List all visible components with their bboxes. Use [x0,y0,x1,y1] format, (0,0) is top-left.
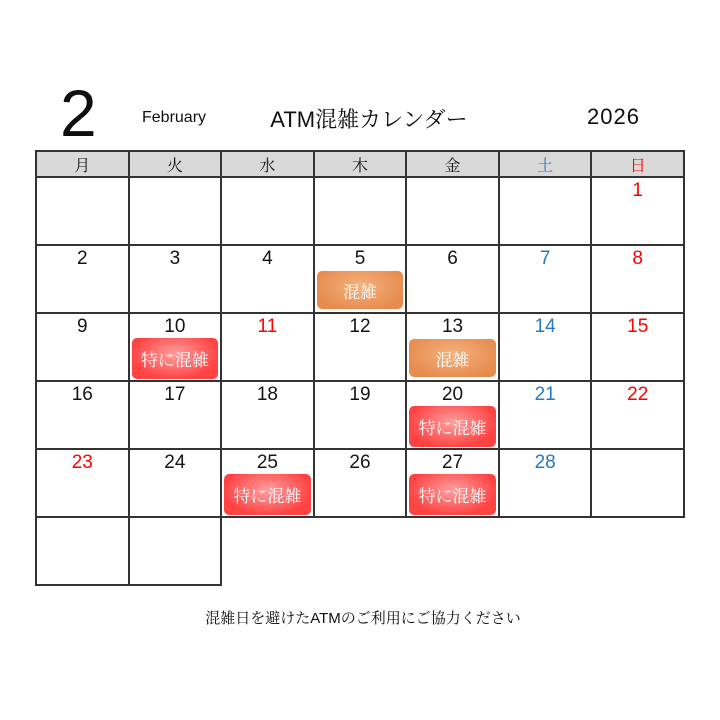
day-cell-11 [222,314,315,382]
day-number: 26 [349,452,371,473]
weekday-header-2: 水 [222,152,315,178]
day-number: 1 [632,180,643,201]
day-cell-6 [407,246,500,314]
weekday-header-5: 土 [500,152,593,178]
day-cell-18 [222,382,315,450]
day-number: 21 [534,384,556,405]
day-cell-23 [37,450,130,518]
day-cell-26 [315,450,408,518]
calendar-grid [35,150,685,586]
hidden-cell [500,518,593,586]
hidden-cell [315,518,408,586]
day-cell-28 [500,450,593,518]
day-number: 22 [627,384,649,405]
day-number: 27 [441,452,464,473]
day-cell-15 [592,314,685,382]
empty-cell [592,450,685,518]
day-cell-16 [37,382,130,450]
weekday-header-0: 月 [37,152,130,178]
very-busy-badge: 特に混雑 [224,474,311,515]
day-number: 25 [256,452,278,473]
busy-badge: 混雑 [317,271,404,309]
empty-cell [315,178,408,246]
day-number: 3 [169,248,181,269]
year-label: 2026 [587,104,640,129]
empty-cell [130,178,223,246]
day-cell-10 [130,314,223,382]
hidden-cell [222,518,315,586]
day-number: 19 [349,384,371,405]
day-number: 9 [76,316,88,337]
day-cell-25 [222,450,315,518]
day-number: 28 [534,452,556,473]
day-cell-14 [500,314,593,382]
day-number: 5 [354,248,366,269]
day-number: 15 [627,316,649,337]
day-cell-5 [315,246,408,314]
day-number: 8 [632,248,643,269]
footer-note: 混雑日を避けたATMのご利用にご協力ください [205,610,521,627]
day-number: 20 [441,384,464,405]
weekday-header-1: 火 [130,152,223,178]
day-cell-8 [592,246,685,314]
empty-cell [500,178,593,246]
day-number: 13 [441,316,464,337]
day-cell-24 [130,450,223,518]
weekday-header-3: 木 [315,152,408,178]
empty-cell [37,518,130,586]
hidden-cell [592,518,685,586]
day-cell-19 [315,382,408,450]
day-number: 10 [164,316,186,337]
day-number: 24 [164,452,186,473]
day-number: 18 [256,384,278,405]
day-cell-20 [407,382,500,450]
day-number: 14 [534,316,556,337]
very-busy-badge: 特に混雑 [132,338,219,379]
busy-badge: 混雑 [409,339,496,377]
day-cell-4 [222,246,315,314]
empty-cell [222,178,315,246]
day-number: 17 [164,384,186,405]
very-busy-badge: 特に混雑 [409,406,496,447]
day-cell-22 [592,382,685,450]
weekday-header-4: 金 [407,152,500,178]
day-cell-1 [592,178,685,246]
day-number: 16 [71,384,93,405]
month-number: 2 [60,76,97,150]
month-name: February [142,109,207,126]
day-cell-13 [407,314,500,382]
very-busy-badge: 特に混雑 [409,474,496,515]
day-number: 12 [349,316,371,337]
hidden-cell [407,518,500,586]
day-cell-27 [407,450,500,518]
empty-cell [407,178,500,246]
day-number: 4 [262,248,273,269]
day-cell-12 [315,314,408,382]
day-number: 6 [447,248,458,269]
weekday-header-6: 日 [592,152,685,178]
day-cell-2 [37,246,130,314]
day-number: 23 [71,452,93,473]
empty-cell [130,518,223,586]
day-cell-3 [130,246,223,314]
page-title: ATM混雑カレンダー [270,107,468,132]
day-number: 7 [539,248,551,269]
day-cell-21 [500,382,593,450]
day-cell-7 [500,246,593,314]
empty-cell [37,178,130,246]
day-cell-9 [37,314,130,382]
day-cell-17 [130,382,223,450]
day-number: 11 [257,316,278,337]
day-number: 2 [76,248,88,269]
